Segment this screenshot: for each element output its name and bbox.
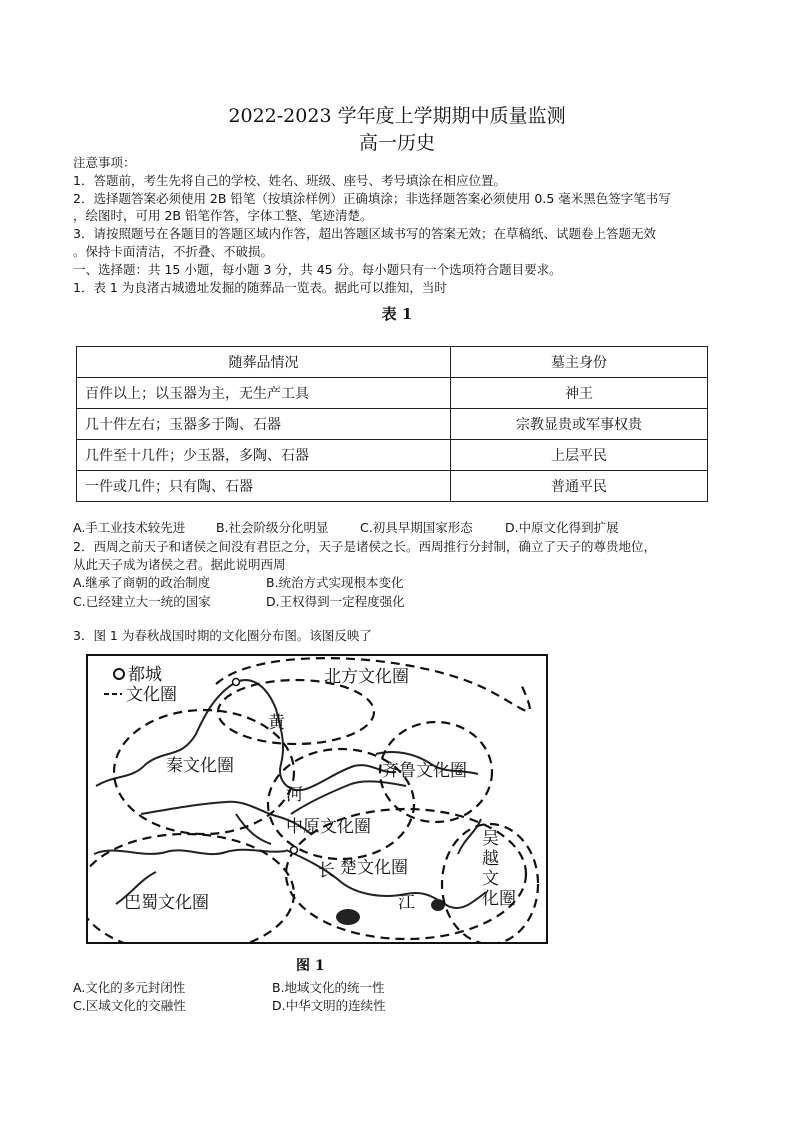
q3-option-b: B.地域文化的统一性: [272, 980, 385, 995]
q2-option-d: D.王权得到一定程度强化: [266, 594, 405, 609]
label-wuyue: 吴 越 文 化圈: [482, 829, 516, 909]
q3-option-c: C.区域文化的交融性: [73, 998, 186, 1013]
label-chu: 楚文化圈: [340, 858, 408, 878]
label-jiang: 江: [398, 893, 415, 913]
lake: [336, 909, 360, 925]
label-chang: 长: [318, 861, 335, 881]
q2-stem-line1: 2．西周之前天子和诸侯之间没有君臣之分，天子是诸侯之长。西周推行分封制，确立了天子的尊贵地位，: [73, 539, 656, 554]
q1-option-a: A.手工业技术较先进: [73, 520, 186, 535]
q3-option-d: D.中华文明的连续性: [272, 998, 386, 1013]
notice-item-2: 2．选择题答案必须使用 2B 铅笔（按填涂样例）正确填涂；非选择题答案必须使用 0.5 毫米黑色签字笔书写: [73, 191, 671, 206]
exam-subtitle: 高一历史: [358, 132, 435, 154]
label-zhongyuan: 中原文化圈: [286, 817, 371, 837]
culture-map-figure: [86, 654, 548, 944]
capital-marker: [291, 847, 298, 854]
notice-heading: 注意事项：: [73, 155, 136, 170]
q3-option-a: A.文化的多元封闭性: [73, 980, 186, 995]
q3-stem: 3．图 1 为春秋战国时期的文化圈分布图。该图反映了: [73, 628, 372, 643]
table-header-row: [77, 347, 708, 378]
table-row: [77, 440, 708, 471]
q2-option-b: B.统治方式实现根本变化: [266, 575, 404, 590]
q1-option-b: B.社会阶级分化明显: [216, 520, 329, 535]
table-header-identity: 墓主身份: [451, 347, 708, 378]
label-he: 河: [286, 785, 303, 805]
notice-item-3: 3．请按照题号在各题目的答题区域内作答，超出答题区域书写的答案无效；在草稿纸、试题卷上答题无效: [73, 226, 656, 241]
table-cell: 一件或几件；只有陶、石器: [77, 471, 451, 502]
q1-option-d: D.中原文化得到扩展: [505, 520, 619, 535]
label-north: 北方文化圈: [324, 667, 409, 687]
q2-option-a: A.继承了商朝的政治制度: [73, 575, 211, 590]
notice-item-2-cont: ，绘图时，可用 2B 铅笔作答，字体工整、笔迹清楚。: [73, 208, 373, 223]
figure-caption: 图 1: [296, 958, 325, 974]
burial-goods-table: [76, 346, 708, 502]
table-header-goods: 随葬品情况: [77, 347, 451, 378]
table-cell: 几件至十几件；少玉器，多陶、石器: [77, 440, 451, 471]
exam-title: 2022-2023 学年度上学期期中质量监测: [228, 105, 566, 127]
table-row: [77, 409, 708, 440]
capital-marker: [233, 679, 240, 686]
label-qilu: 齐鲁文化圈: [382, 761, 467, 781]
table-row: [77, 378, 708, 409]
table-cell: 普通平民: [451, 471, 708, 502]
label-qin: 秦文化圈: [166, 756, 234, 776]
q2-option-c: C.已经建立大一统的国家: [73, 594, 211, 609]
table-cell: 宗教显贵或军事权贵: [451, 409, 708, 440]
legend-capital: 都城: [128, 665, 162, 685]
q2-stem-line2: 从此天子成为诸侯之君。据此说明西周: [73, 557, 286, 572]
label-bashu: 巴蜀文化圈: [124, 893, 209, 913]
table-caption: 表 1: [381, 305, 413, 323]
table-cell: 百件以上；以玉器为主，无生产工具: [77, 378, 451, 409]
section-heading: 一、选择题：共 15 小题，每小题 3 分，共 45 分。每小题只有一个选项符合题目要求。: [73, 262, 562, 277]
table-cell: 神王: [451, 378, 708, 409]
notice-item-3-cont: 。保持卡面清洁，不折叠、不破损。: [73, 244, 274, 259]
notice-item-1: 1．答题前，考生先将自己的学校、姓名、班级、座号、考号填涂在相应位置。: [73, 173, 506, 188]
table-cell: 几十件左右；玉器多于陶、石器: [77, 409, 451, 440]
table-row: [77, 471, 708, 502]
q1-stem: 1．表 1 为良渚古城遗址发掘的随葬品一览表。据此可以推知，当时: [73, 280, 447, 295]
legend-culture-circle: 文化圈: [126, 685, 177, 705]
q1-option-c: C.初具早期国家形态: [360, 520, 473, 535]
table-cell: 上层平民: [451, 440, 708, 471]
label-huang: 黄: [268, 713, 285, 733]
